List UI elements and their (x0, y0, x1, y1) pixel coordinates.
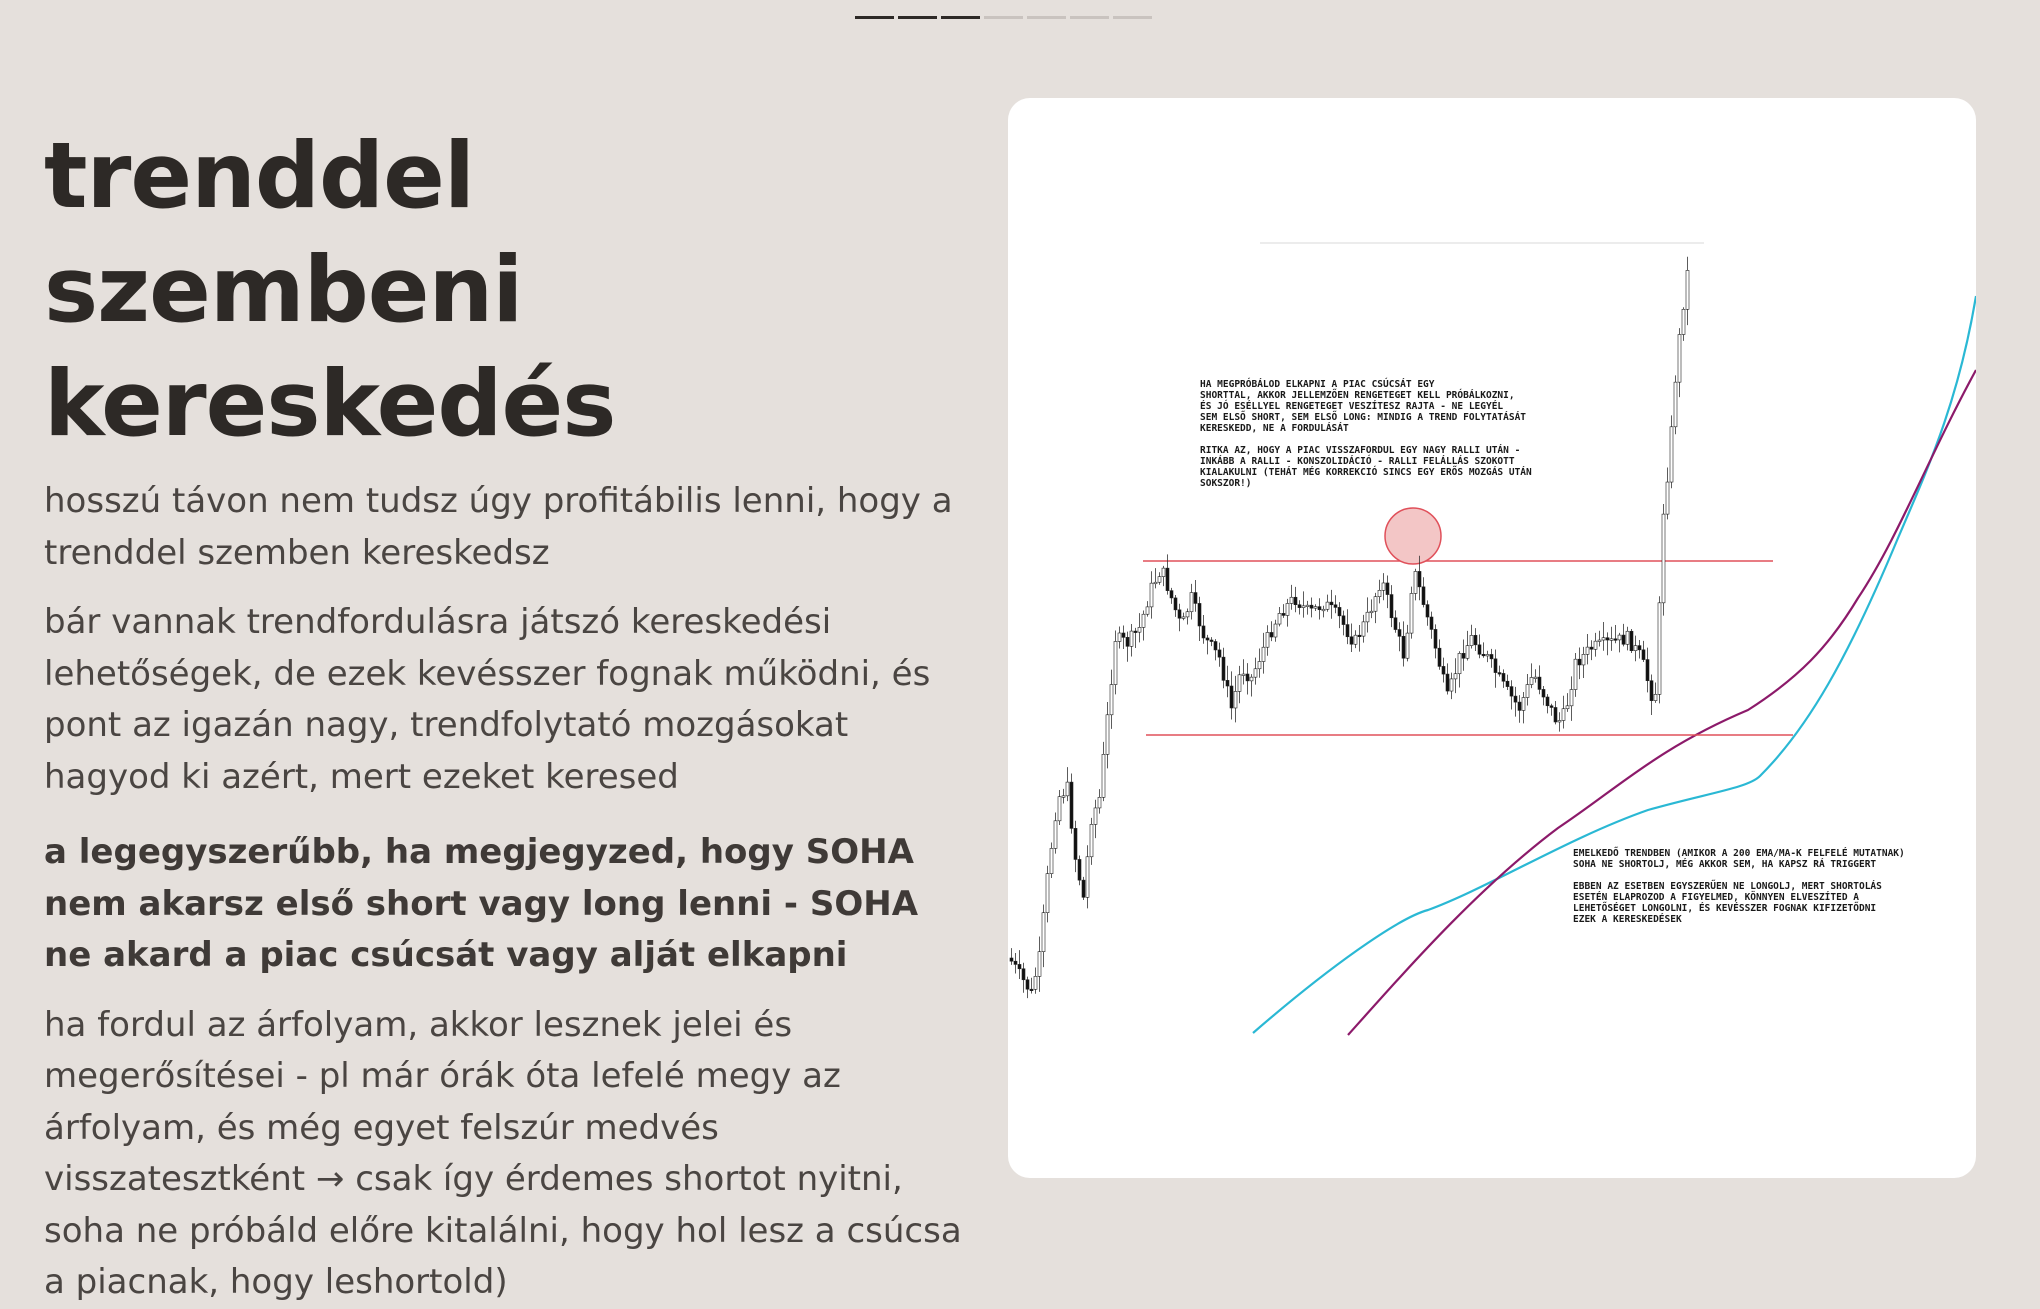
candle-body (1082, 880, 1085, 897)
candle-body (1294, 597, 1297, 604)
candle-body (1182, 617, 1185, 619)
candle-body (1538, 677, 1541, 689)
candle-body (1578, 659, 1581, 665)
candle-body (1338, 607, 1341, 615)
candle-body (1530, 677, 1533, 684)
candle-body (1370, 611, 1373, 613)
candle-body (1522, 698, 1525, 711)
candle-body (1238, 675, 1241, 692)
candle-body (1486, 654, 1489, 656)
slide-title-line-1: trenddel szembeni (44, 124, 523, 343)
candle-body (1654, 694, 1657, 700)
candle-body (1414, 571, 1417, 593)
candle-body (1018, 964, 1021, 968)
candle-body (1374, 597, 1377, 612)
candle-body (1458, 653, 1461, 673)
candle-body (1510, 687, 1513, 697)
candle-body (1170, 591, 1173, 598)
candle-body (1214, 641, 1217, 649)
candle-body (1666, 482, 1669, 514)
candle-body (1418, 571, 1421, 586)
candle-body (1162, 568, 1165, 576)
candle-body (1622, 635, 1625, 644)
candle-body (1226, 680, 1229, 686)
candle-body (1450, 679, 1453, 691)
candle-body (1670, 427, 1673, 482)
candle-body (1546, 697, 1549, 706)
candle-body (1646, 660, 1649, 681)
candle-body (1046, 874, 1049, 913)
candle-body (1610, 639, 1613, 641)
candle-body (1334, 605, 1337, 608)
paragraph-3-emphasis: a legegyszerűbb, ha megjegyzed, hogy SOHA nem akarsz első short vagy long lenni - SOHA ne akard a piac csúcsát vagy alját elkapni (44, 832, 919, 975)
candle-body (1626, 631, 1629, 644)
candle-body (1074, 828, 1077, 859)
candle-body (1402, 636, 1405, 658)
candle-body (1150, 583, 1153, 607)
candle-body (1218, 650, 1221, 657)
candle-body (1570, 690, 1573, 706)
annotation-bottom: EMELKEDŐ TRENDBEN (AMIKOR A 200 EMA/MA-K FELFELÉ MUTATNAK) SOHA NE SHORTOLJ, MÉG AKKOR SEM, HA KAPSZ RÁ TRIGGERT EBBEN AZ ESETBEN EGYSZERŰEN NE LONGOLJ, MERT SHORTOLÁS ESETÉN ELAPROZOD A FIGYELMED, KÖNNYEN ELVESZÍTED A LEHETŐSÉGET LONGOLNI, ÉS KEVÉSSZER FOGNAK KIFIZETŐDNI EZEK A KERESKEDÉSEK (1573, 848, 1905, 925)
candle-body (1466, 646, 1469, 659)
candle-body (1050, 848, 1053, 873)
candle-body (1562, 709, 1565, 721)
candle-body (1678, 334, 1681, 382)
candle-body (1258, 662, 1261, 669)
candle-body (1122, 633, 1125, 637)
candle-body (1354, 635, 1357, 644)
candle-body (1190, 593, 1193, 612)
candle-body (1114, 641, 1117, 684)
candle-body (1686, 270, 1689, 309)
candle-body (1010, 958, 1013, 961)
candle-body (1054, 821, 1057, 849)
candle-body (1270, 632, 1273, 637)
candle-body (1674, 382, 1677, 427)
candle-body (1210, 640, 1213, 642)
candle-body (1554, 707, 1557, 722)
candle-body (1186, 612, 1189, 617)
candle-body (1386, 583, 1389, 595)
candle-body (1506, 681, 1509, 686)
paragraph-4: ha fordul az árfolyam, akkor lesznek jelei és megerősítései - pl már órák óta lefelé megy az árfolyam, és még egyet felszúr medvés visszatesztként → csak így érdemes shortot nyitni, soha ne próbáld előre kitalálni, hogy hol lesz a csúcsa a piacnak, hogy leshortold) (44, 1004, 962, 1302)
candle-body (1246, 674, 1249, 681)
candle-body (1034, 976, 1037, 989)
candle-body (1526, 685, 1529, 698)
candle-body (1198, 603, 1201, 626)
candle-body (1014, 961, 1017, 964)
candle-body (1502, 673, 1505, 681)
candle-body (1630, 631, 1633, 650)
progress-segment[interactable] (1113, 16, 1152, 19)
candle-body (1302, 606, 1305, 608)
candle-body (1638, 646, 1641, 650)
candle-body (1090, 824, 1093, 856)
candle-body (1274, 624, 1277, 637)
candle-body (1514, 696, 1517, 702)
candle-body (1422, 587, 1425, 605)
candle-body (1166, 568, 1169, 590)
candle-body (1382, 583, 1385, 590)
candle-body (1618, 635, 1621, 640)
candle-body (1126, 637, 1129, 646)
candle-body (1250, 677, 1253, 681)
candle-body (1582, 654, 1585, 665)
candle-body (1098, 797, 1101, 808)
candle-body (1158, 577, 1161, 583)
candle-body (1142, 614, 1145, 627)
candle-body (1194, 593, 1197, 604)
candle-body (1378, 590, 1381, 596)
candle-body (1542, 689, 1545, 697)
candle-body (1574, 659, 1577, 689)
candle-body (1474, 635, 1477, 644)
candle-body (1462, 653, 1465, 658)
candle-body (1222, 657, 1225, 680)
candle-body (1594, 641, 1597, 649)
paragraph-2: bár vannak trendfordulásra játszó kereskedési lehetőségek, de ezek kevésszer fognak működni, és pont az igazán nagy, trendfolytató mozgásokat hagyod ki azért, mert ezeket keresed (44, 602, 931, 797)
candle-body (1278, 613, 1281, 624)
candle-body (1138, 627, 1141, 632)
candle-body (1146, 607, 1149, 614)
progress-segment[interactable] (984, 16, 1023, 19)
candle-body (1590, 647, 1593, 649)
candle-body (1406, 633, 1409, 658)
candle-body (1262, 647, 1265, 661)
slide-title-line-2: kereskedés (44, 352, 616, 457)
candle-body (1398, 630, 1401, 637)
candle-body (1566, 706, 1569, 709)
candle-body (1234, 691, 1237, 708)
candle-body (1426, 605, 1429, 617)
paragraph-1: hosszú távon nem tudsz úgy profitábilis lenni, hogy a trenddel szemben kereskedsz (44, 481, 953, 573)
candle-body (1650, 681, 1653, 701)
candle-body (1078, 859, 1081, 880)
candle-body (1438, 648, 1441, 666)
candle-body (1026, 980, 1029, 989)
progress-segment[interactable] (855, 16, 894, 19)
candle-body (1030, 989, 1033, 991)
candle-body (1454, 674, 1457, 679)
candle-body (1410, 593, 1413, 633)
candle-body (1366, 612, 1369, 622)
candle-body (1206, 638, 1209, 640)
candle-body (1394, 618, 1397, 630)
candle-body (1390, 595, 1393, 618)
candle-body (1662, 514, 1665, 603)
candle-body (1642, 650, 1645, 660)
chart-image-card (1008, 98, 1976, 1178)
candle-body (1094, 808, 1097, 824)
candle-body (1102, 754, 1105, 797)
candle-body (1086, 857, 1089, 898)
progress-segment[interactable] (898, 16, 937, 19)
candle-body (1230, 686, 1233, 708)
candle-body (1266, 632, 1269, 647)
candle-body (1290, 597, 1293, 603)
candle-body (1298, 605, 1301, 608)
candle-body (1110, 685, 1113, 715)
candle-body (1470, 635, 1473, 645)
candle-body (1586, 647, 1589, 654)
candle-body (1154, 582, 1157, 584)
candle-body (1482, 654, 1485, 656)
candle-body (1286, 603, 1289, 615)
candle-body (1118, 633, 1121, 641)
candle-body (1342, 616, 1345, 625)
candle-body (1130, 631, 1133, 646)
candle-body (1494, 659, 1497, 673)
slide-progress (855, 16, 1152, 19)
candle-body (1022, 969, 1025, 980)
candle-body (1254, 669, 1257, 677)
candle-body (1306, 605, 1309, 607)
candle-body (1282, 613, 1285, 615)
candle-body (1178, 610, 1181, 618)
candle-body (1634, 646, 1637, 651)
candle-body (1314, 607, 1317, 609)
candle-body (1362, 622, 1365, 636)
annotation-top: HA MEGPRÓBÁLOD ELKAPNI A PIAC CSÚCSÁT EGY SHORTTAL, AKKOR JELLEMZŐEN RENGETEGET KELL PRÓBÁLKOZNI, ÉS JÓ ESÉLLYEL RENGETEGET VESZÍTESZ RAJTA - NE LEGYÉL SEM ELSŐ SHORT, SEM ELSŐ LONG: MINDIG A TREND FOLYTATÁSÁT KERESKEDD, NE A FORDULÁSÁT RITKA AZ, HOGY A PIAC VISSZAFORDUL EGY NAGY RALLI UTÁN - INKÁBB A RALLI - KONSZOLIDÁCIÓ - RALLI FELÁLLÁS SZOKOTT KIALAKULNI (TEHÁT MÉG KORREKCIÓ SINCS EGY ERŐS MOZGÁS UTÁN SOKSZOR!) (1200, 379, 1532, 489)
candle-body (1202, 626, 1205, 638)
slide-text-column (44, 120, 964, 1309)
candle-body (1558, 720, 1561, 722)
candle-body (1430, 617, 1433, 629)
progress-segment[interactable] (1027, 16, 1066, 19)
candle-body (1346, 625, 1349, 637)
candle-body (1518, 702, 1521, 710)
candle-body (1310, 605, 1313, 608)
progress-segment[interactable] (1070, 16, 1109, 19)
candle-body (1134, 631, 1137, 633)
candle-body (1682, 309, 1685, 334)
candle-body (1174, 598, 1177, 610)
candle-body (1350, 637, 1353, 644)
candle-body (1242, 674, 1245, 676)
candle-body (1434, 629, 1437, 648)
candle-body (1602, 638, 1605, 640)
candle-body (1062, 796, 1065, 798)
candle-body (1326, 602, 1329, 609)
candle-body (1318, 607, 1321, 610)
candle-body (1446, 674, 1449, 691)
progress-segment[interactable] (941, 16, 980, 19)
candle-body (1442, 666, 1445, 674)
candle-body (1066, 782, 1069, 796)
candle-body (1106, 715, 1109, 755)
candle-body (1058, 797, 1061, 821)
slide-title (44, 120, 964, 462)
candle-body (1550, 706, 1553, 708)
candle-body (1478, 645, 1481, 654)
candle-body (1330, 602, 1333, 605)
candle-body (1038, 952, 1041, 977)
candle-body (1498, 673, 1501, 675)
candle-body (1606, 638, 1609, 640)
candle-body (1658, 603, 1661, 695)
candle-body (1490, 654, 1493, 658)
candle-body (1070, 782, 1073, 828)
candle-body (1614, 639, 1617, 641)
candle-body (1534, 677, 1537, 679)
candle-body (1358, 635, 1361, 637)
candle-body (1598, 640, 1601, 642)
candle-body (1042, 913, 1045, 952)
top-highlight-circle (1385, 508, 1441, 564)
price-chart (1008, 98, 1976, 1178)
candle-body (1322, 609, 1325, 611)
